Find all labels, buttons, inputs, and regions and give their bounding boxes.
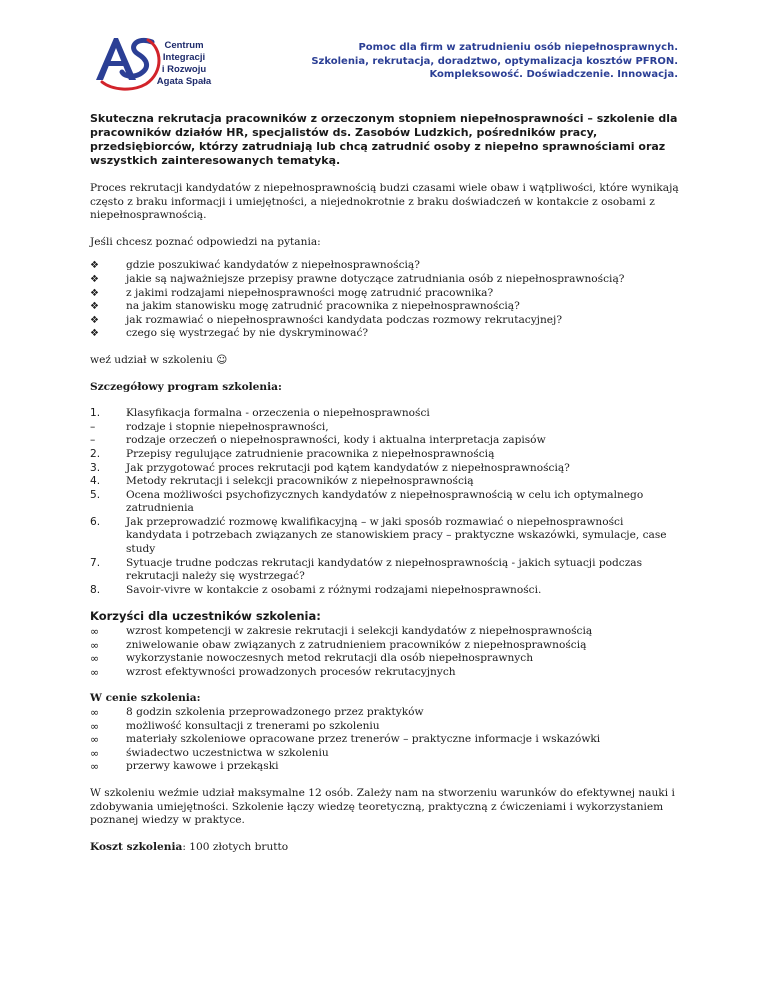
price-include-item-marker: ∞ bbox=[90, 733, 100, 747]
program-item-marker: 4. bbox=[90, 475, 101, 488]
program-item-text: Przepisy regulujące zatrudnienie pracownika z niepełnosprawnością bbox=[126, 447, 495, 460]
question-item-marker: ❖ bbox=[90, 314, 99, 326]
program-item-text: Klasyfikacja formalna - orzeczenia o niepełnosprawności bbox=[126, 407, 430, 420]
question-item-marker: ❖ bbox=[90, 260, 99, 272]
question-item-marker: ❖ bbox=[90, 328, 99, 340]
join-line bbox=[90, 354, 680, 368]
program-item bbox=[90, 475, 680, 489]
benefits-list bbox=[90, 625, 680, 679]
program-list bbox=[90, 407, 680, 597]
questions-list bbox=[90, 259, 680, 341]
price-include-item-text: przerwy kawowe i przekąski bbox=[126, 760, 279, 773]
benefit-item bbox=[90, 625, 680, 639]
benefit-item-marker: ∞ bbox=[90, 652, 100, 666]
program-item-marker: 6. bbox=[90, 515, 101, 528]
benefit-item-text: wykorzystanie nowoczesnych metod rekrutacji dla osób niepełnosprawnych bbox=[126, 652, 534, 665]
program-item-text: Jak przygotować proces rekrutacji pod kątem kandydatów z niepełnosprawnością? bbox=[126, 461, 570, 474]
program-item-marker: 3. bbox=[90, 461, 101, 474]
cost-label: Koszt szkolenia bbox=[90, 840, 183, 853]
program-item-text: rodzaje orzeczeń o niepełnosprawności, kody i aktualna interpretacja zapisów bbox=[126, 434, 546, 447]
program-item bbox=[90, 516, 680, 557]
price-include-item-marker: ∞ bbox=[90, 760, 100, 774]
price-include-item bbox=[90, 720, 680, 734]
program-item-marker: 8. bbox=[90, 583, 101, 596]
benefit-item-text: zniwelowanie obaw związanych z zatrudnieniem pracowników z niepełnosprawnością bbox=[126, 638, 587, 651]
document-title: Skuteczna rekrutacja pracowników z orzeczonym stopniem niepełnosprawności – szkolenie dla pracowników działów HR, specjalistów ds. Zasobów Ludzkich, pośredników pracy, przedsiębiorców, którzy zatrudniają lub chcą zatrudnić osoby z niepełno sprawnościami oraz wszystkich zainteresowanych tematyką. bbox=[90, 112, 678, 167]
logo-line-1: Centrum Integracji bbox=[162, 40, 206, 63]
question-item bbox=[90, 314, 680, 328]
question-item bbox=[90, 273, 680, 287]
closing-paragraph: W szkoleniu weźmie udział maksymalne 12 osób. Zależy nam na stworzeniu warunków do efektywnej nauki i zdobywania umiejętności. Szkolenie łączy wiedzę teoretyczną, praktyczną z ćwiczeniami i wykorzystaniem poznanej wiedzy w praktyce. bbox=[90, 786, 675, 827]
price-include-item-text: materiały szkoleniowe opracowane przez trenerów – praktyczne informacje i wskazówki bbox=[126, 733, 601, 746]
price-include-item-marker: ∞ bbox=[90, 719, 100, 733]
price-include-item-marker: ∞ bbox=[90, 706, 100, 719]
benefit-item-text: wzrost kompetencji w zakresie rekrutacji i selekcji kandydatów z niepełnosprawnością bbox=[126, 625, 593, 638]
join-text: weź udział w szkoleniu bbox=[90, 353, 213, 366]
program-item bbox=[90, 557, 680, 584]
question-item-text: z jakimi rodzajami niepełnosprawności mogę zatrudnić pracownika? bbox=[126, 286, 494, 299]
program-item bbox=[90, 489, 680, 516]
logo-line-2: i Rozwoju bbox=[161, 64, 207, 75]
program-item-text: Savoir-vivre w kontakcie z osobami z różnymi rodzajami niepełnosprawności. bbox=[126, 583, 542, 596]
document-body bbox=[90, 112, 680, 854]
questions-lead: Jeśli chcesz poznać odpowiedzi na pytania: bbox=[90, 235, 321, 248]
price-include-item-marker: ∞ bbox=[90, 746, 100, 760]
benefit-item-marker: ∞ bbox=[90, 625, 100, 639]
question-item bbox=[90, 300, 680, 314]
question-item bbox=[90, 327, 680, 341]
cost-value: : 100 złotych brutto bbox=[182, 840, 289, 853]
program-item-text: Metody rekrutacji i selekcji pracowników z niepełnosprawnością bbox=[126, 475, 474, 488]
benefits-heading: Korzyści dla uczestników szkolenia: bbox=[90, 609, 321, 624]
question-item-text: czego się wystrzegać by nie dyskryminować? bbox=[126, 327, 369, 340]
header-tagline bbox=[298, 41, 678, 82]
program-item-marker: 7. bbox=[90, 556, 101, 569]
benefit-item bbox=[90, 652, 680, 666]
price-includes-list bbox=[90, 706, 680, 774]
tagline-line-3: Kompleksowość. Doświadczenie. Innowacja. bbox=[429, 69, 678, 80]
price-include-item bbox=[90, 760, 680, 774]
price-includes-heading: W cenie szkolenia: bbox=[90, 692, 201, 705]
logo-line-3: Agata Spała bbox=[156, 76, 212, 87]
program-item-marker: 2. bbox=[90, 447, 101, 460]
program-item bbox=[90, 407, 680, 421]
benefit-item bbox=[90, 639, 680, 653]
program-item bbox=[90, 421, 680, 435]
program-heading: Szczegółowy program szkolenia: bbox=[90, 380, 282, 393]
question-item-marker: ❖ bbox=[90, 301, 99, 313]
program-item bbox=[90, 448, 680, 462]
price-include-item bbox=[90, 747, 680, 761]
cost-line bbox=[90, 841, 680, 855]
program-item-marker: 5. bbox=[90, 488, 101, 501]
program-item-marker: – bbox=[90, 434, 96, 447]
question-item-text: jakie są najważniejsze przepisy prawne dotyczące zatrudniania osób z niepełnosprawnością? bbox=[126, 272, 625, 285]
program-item bbox=[90, 434, 680, 448]
benefit-item-text: wzrost efektywności prowadzonych procesów rekrutacyjnych bbox=[126, 665, 456, 678]
logo-text bbox=[144, 40, 224, 88]
intro-paragraph: Proces rekrutacji kandydatów z niepełnosprawnością budzi czasami wiele obaw i wątpliwości, które wynikają często z braku informacji i umiejętności, a niejednokrotnie z braku doświadczeń w kontakcie z osobami z niepełnosprawnością. bbox=[90, 182, 679, 222]
price-include-item-text: świadectwo uczestnictwa w szkoleniu bbox=[126, 746, 329, 759]
question-item bbox=[90, 287, 680, 301]
question-item-marker: ❖ bbox=[90, 287, 99, 299]
question-item-marker: ❖ bbox=[90, 273, 99, 285]
price-include-item bbox=[90, 706, 680, 720]
question-item-text: gdzie poszukiwać kandydatów z niepełnosprawnością? bbox=[126, 259, 420, 272]
program-item bbox=[90, 584, 680, 598]
company-logo bbox=[92, 30, 232, 92]
benefit-item bbox=[90, 666, 680, 680]
program-item-marker: – bbox=[90, 420, 96, 433]
benefit-item-marker: ∞ bbox=[90, 665, 100, 679]
tagline-line-2: Szkolenia, rekrutacja, doradztwo, optymalizacja kosztów PFRON. bbox=[311, 55, 678, 67]
price-include-item bbox=[90, 733, 680, 747]
program-item-text: Ocena możliwości psychofizycznych kandydatów z niepełnosprawnością w celu ich optymalnego zatrudnienia bbox=[126, 488, 644, 515]
price-include-item-text: 8 godzin szkolenia przeprowadzonego przez praktyków bbox=[126, 706, 424, 718]
program-item bbox=[90, 462, 680, 476]
question-item-text: jak rozmawiać o niepełnosprawności kandydata podczas rozmowy rekrutacyjnej? bbox=[126, 313, 563, 326]
program-item-text: Jak przeprowadzić rozmowę kwalifikacyjną – w jaki sposób rozmawiać o niepełnosprawności kandydata i potrzebach związanych ze stanowiskiem pracy – praktyczne wskazówki, symulacje, case study bbox=[126, 515, 667, 556]
question-item bbox=[90, 259, 680, 273]
smiley-icon: ☺ bbox=[216, 353, 228, 366]
tagline-line-1: Pomoc dla firm w zatrudnieniu osób niepełnosprawnych. bbox=[358, 42, 678, 53]
benefit-item-marker: ∞ bbox=[90, 638, 100, 652]
program-item-text: rodzaje i stopnie niepełnosprawności, bbox=[126, 420, 329, 433]
question-item-text: na jakim stanowisku mogę zatrudnić pracownika z niepełnosprawnością? bbox=[126, 300, 520, 313]
price-include-item-text: możliwość konsultacji z trenerami po szkoleniu bbox=[126, 719, 380, 732]
program-item-marker: 1. bbox=[90, 407, 101, 420]
program-item-text: Sytuacje trudne podczas rekrutacji kandydatów z niepełnosprawnością - jakich sytuacji podczas rekrutacji należy się wystrzegać? bbox=[126, 556, 643, 583]
